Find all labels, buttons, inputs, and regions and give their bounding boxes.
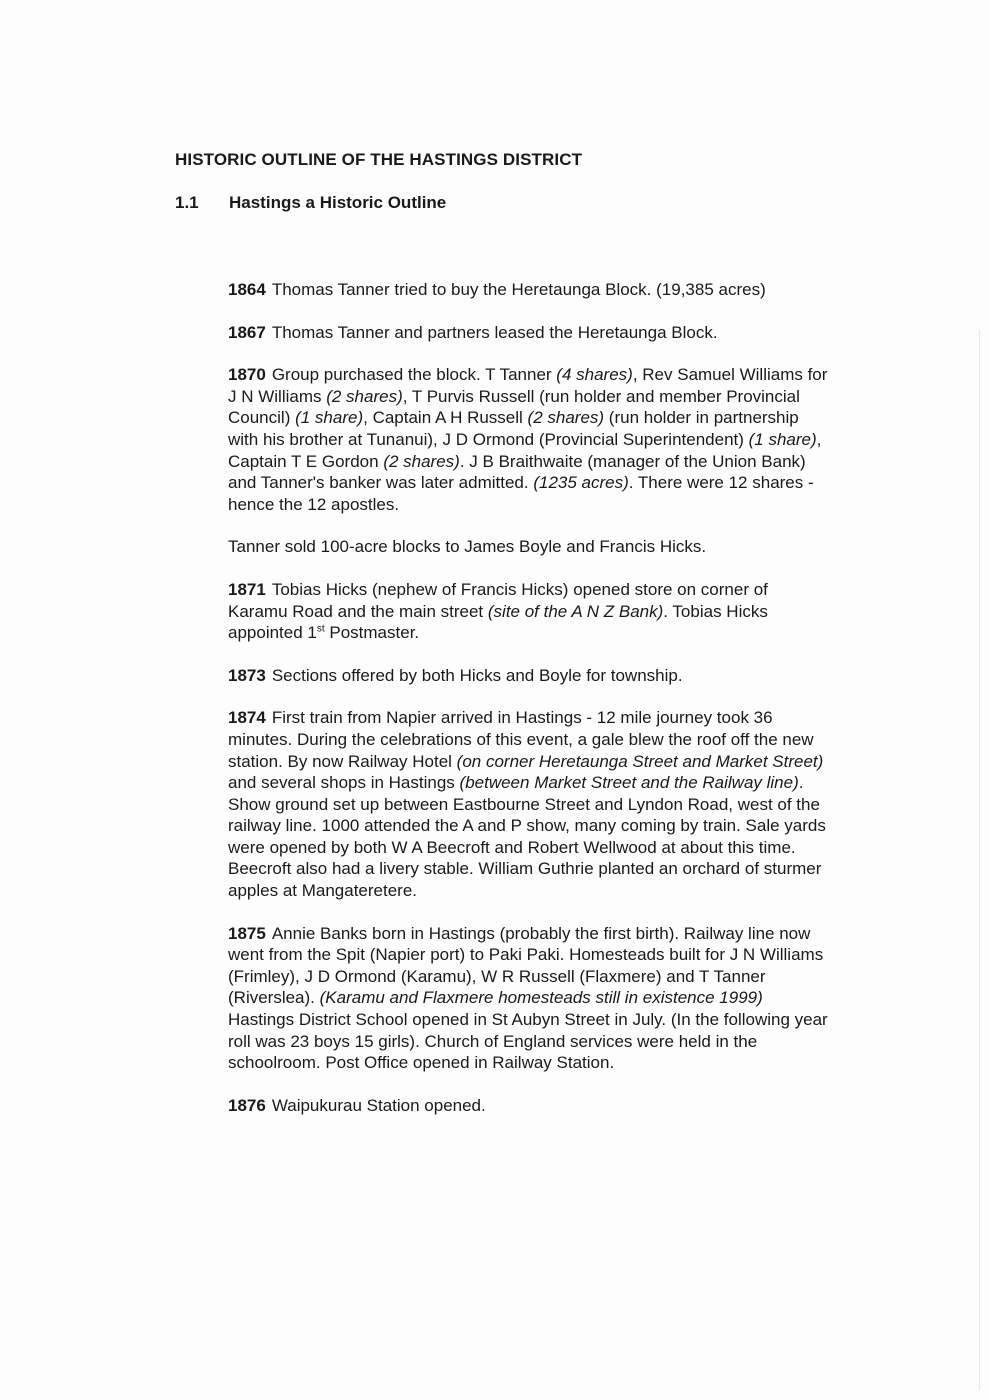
section-title: Hastings a Historic Outline	[229, 193, 447, 212]
entry-text: Thomas Tanner and partners leased the Heretaunga Block.	[271, 322, 718, 342]
entry-1876	[228, 1095, 828, 1117]
entry-1871	[228, 579, 828, 644]
entry-note: (site of the A N Z Bank)	[487, 601, 664, 621]
entry-note: (2 shares)	[326, 386, 403, 406]
entry-note: (Karamu and Flaxmere homesteads still in existence 1999)	[319, 988, 763, 1008]
entry-year: 1864	[228, 280, 266, 299]
document-title: HISTORIC OUTLINE OF THE HASTINGS DISTRICT	[175, 150, 583, 169]
entry-text: Hastings District School opened in St Aubyn Street in July. (In the following year roll was 23 boys 15 girls). Church of England services were held in the schoolroom. Post Office opened in Railway Station.	[228, 1010, 828, 1073]
entry-1875	[228, 923, 828, 1074]
entry-text: , Captain T E Gordon	[228, 429, 822, 471]
entry-text: . Tobias Hicks appointed 1	[228, 601, 768, 643]
ordinal-suffix: st	[316, 623, 325, 635]
entry-year: 1876	[228, 1095, 266, 1115]
entry-note: (between Market Street and the Railway line)	[459, 773, 799, 793]
entry-1873	[228, 665, 828, 687]
entry-text: Postmaster.	[324, 623, 420, 643]
entry-text: , T Purvis Russell (run holder and member Provincial Council)	[228, 386, 800, 428]
entry-note: (2 shares)	[383, 451, 460, 471]
entry-year: 1871	[228, 579, 266, 599]
entry-text: , Captain A H Russell	[363, 408, 528, 428]
entry-text: . J B Braithwaite (manager of the Union Bank) and Tanner's banker was later admitted.	[228, 451, 806, 493]
entry-tanner-sold	[228, 536, 828, 558]
entry-text: Waipukurau Station opened.	[271, 1095, 486, 1115]
entry-text: Group purchased the block. T Tanner	[271, 365, 557, 385]
entry-1874	[228, 707, 828, 901]
entry-note: (1 share)	[748, 429, 817, 449]
entry-note: (2 shares)	[527, 408, 605, 428]
entry-1867	[228, 322, 828, 344]
scan-edge-line	[979, 330, 980, 1390]
entry-text: First train from Napier arrived in Hastings - 12 mile journey took 36 minutes. During the celebrations of this event, a gale blew the roof off the new station. By now Railway Hotel	[228, 708, 814, 771]
entry-text: . Show ground set up between Eastbourne Street and Lyndon Road, west of the railway line. 1000 attended the A and P show, many coming by train. Sale yards were opened by both W A Beecroft and Robert Wellwood at about this time. Beecroft also had a livery stable. William Guthrie planted an orchard of sturmer apples at Mangateretere.	[228, 773, 826, 901]
entry-year: 1867	[228, 322, 266, 342]
entry-text: , Rev Samuel Williams for J N Williams	[228, 365, 828, 406]
entry-text: (run holder in partnership with his brother at Tunanui), J D Ormond (Provincial Superintendent)	[228, 408, 799, 449]
entry-text: Annie Banks born in Hastings (probably the first birth). Railway line now went from the Spit (Napier port) to Paki Paki. Homesteads built for J N Williams (Frimley), J D Ormond (Karamu), W R Russell (Flaxmere) and T Tanner (Riverslea).	[228, 923, 824, 1008]
entry-text: and several shops in Hastings	[228, 773, 460, 793]
entry-text: Thomas Tanner tried to buy the Heretaunga Block. (19,385 acres)	[271, 280, 766, 299]
entry-text: . There were 12 shares - hence the 12 apostles.	[228, 473, 814, 514]
entry-note: (4 shares)	[556, 365, 633, 385]
entry-1870	[228, 364, 828, 515]
entry-year: 1870	[228, 365, 266, 385]
entry-text: Tobias Hicks (nephew of Francis Hicks) opened store on corner of Karamu Road and the main street	[228, 579, 768, 621]
entry-year: 1873	[228, 665, 266, 685]
section-heading	[175, 193, 446, 213]
entry-note: (1 share)	[295, 408, 364, 428]
section-number: 1.1	[175, 193, 199, 212]
entry-year: 1874	[228, 708, 266, 728]
entry-year: 1875	[228, 923, 266, 943]
entry-note: (on corner Heretaunga Street and Market Street)	[456, 751, 824, 771]
entry-text: Tanner sold 100-acre blocks to James Boyle and Francis Hicks.	[228, 537, 707, 557]
entry-1864	[228, 279, 828, 301]
entry-text: Sections offered by both Hicks and Boyle for township.	[271, 665, 683, 685]
timeline-body	[228, 279, 828, 1137]
entry-note: (1235 acres)	[533, 473, 629, 493]
